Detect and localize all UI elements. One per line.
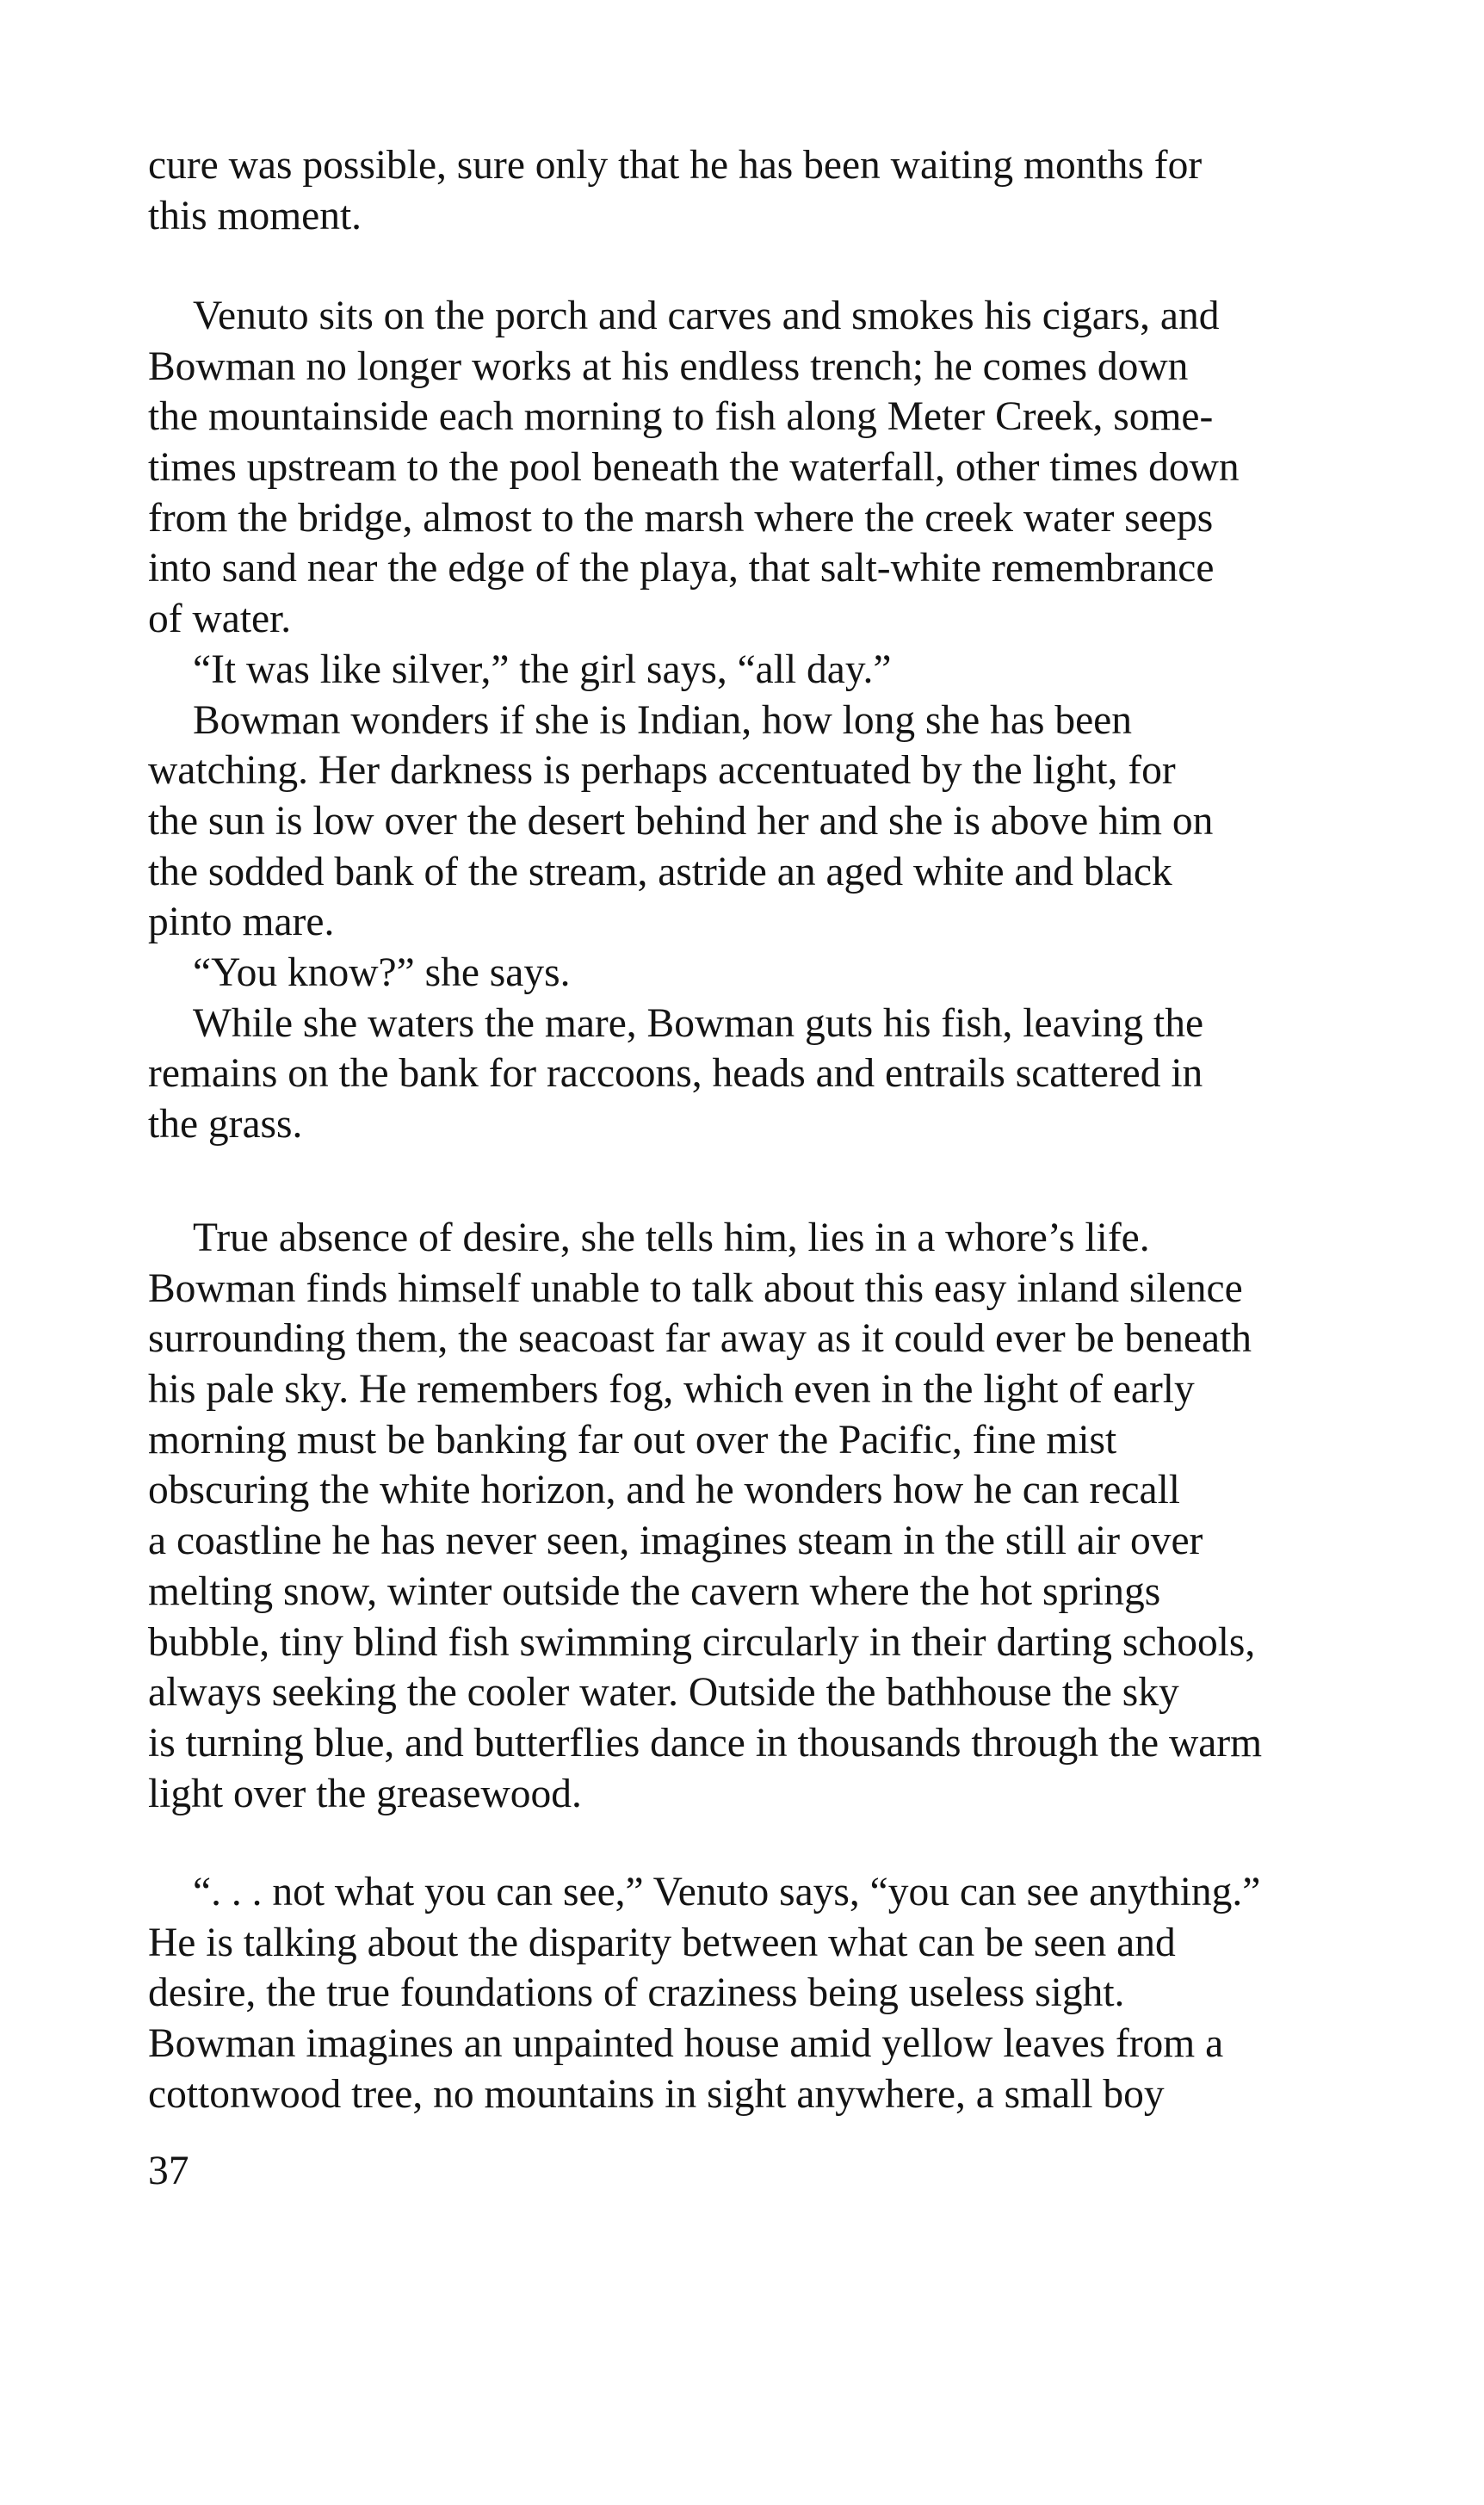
text-line: bubble, tiny blind fish swimming circularly in their darting schools, (148, 1619, 1256, 1665)
text-line: the mountainside each morning to fish along Meter Creek, some- (148, 394, 1214, 440)
text-line: pinto mare. (148, 900, 335, 945)
paragraph-block-1 (148, 140, 1349, 241)
text-line: Bowman finds himself unable to talk about this easy inland silence (148, 1265, 1243, 1311)
text-line: morning must be banking far out over the Pacific, fine mist (148, 1417, 1117, 1463)
text-line: cure was possible, sure only that he has been waiting months for (148, 143, 1203, 188)
text-line: “It was like silver,” the girl says, “all day.” (193, 646, 892, 692)
text-line: surrounding them, the seacoast far away as it could ever be beneath (148, 1316, 1252, 1362)
text-line: melting snow, winter outside the cavern where the hot springs (148, 1568, 1161, 1614)
text-line: a coastline he has never seen, imagines steam in the still air over (148, 1518, 1203, 1564)
text-line: “You know?” she says. (193, 949, 571, 995)
text-line: times upstream to the pool beneath the waterfall, other times down (148, 445, 1240, 491)
text-line: True absence of desire, she tells him, lies in a whore’s life. (193, 1215, 1150, 1260)
text-line: obscuring the white horizon, and he wonders how he can recall (148, 1468, 1180, 1513)
text-line: cottonwood tree, no mountains in sight anywhere, a small boy (148, 2071, 1165, 2117)
page-number: 37 (148, 2149, 189, 2193)
text-line: is turning blue, and butterflies dance in thousands through the warm (148, 1720, 1263, 1766)
text-line: Bowman imagines an unpainted house amid yellow leaves from a (148, 2021, 1224, 2067)
text-line: While she waters the mare, Bowman guts his fish, leaving the (193, 1000, 1204, 1046)
text-line: desire, the true foundations of craziness being useless sight. (148, 1970, 1125, 2016)
text-line: into sand near the edge of the playa, that salt-white remembrance (148, 546, 1215, 591)
text-line: from the bridge, almost to the marsh where the creek water seeps (148, 495, 1214, 541)
text-line: “. . . not what you can see,” Venuto says, “you can see anything.” (193, 1870, 1261, 1914)
paragraph-block-2 (148, 291, 1349, 1150)
text-line: Bowman wonders if she is Indian, how long she has been (193, 697, 1132, 743)
text-line: this moment. (148, 193, 362, 238)
text-line: the sodded bank of the stream, astride an aged white and black (148, 849, 1172, 894)
text-line: always seeking the cooler water. Outside the bathhouse the sky (148, 1670, 1179, 1716)
paragraph-block-3 (148, 1213, 1349, 1819)
text-line: Venuto sits on the porch and carves and smokes his cigars, and (193, 294, 1220, 338)
text-line: He is talking about the disparity between what can be seen and (148, 1920, 1176, 1965)
text-line: light over the greasewood. (148, 1771, 582, 1816)
text-line: remains on the bank for raccoons, heads and entrails scattered in (148, 1051, 1203, 1097)
text-line: his pale sky. He remembers fog, which even in the light of early (148, 1367, 1195, 1413)
text-line: the sun is low over the desert behind her and she is above him on (148, 798, 1214, 844)
paragraph-block-4 (148, 1867, 1349, 2119)
text-line: Bowman no longer works at his endless trench; he comes down (148, 343, 1189, 389)
text-line: of water. (148, 597, 292, 642)
text-line: watching. Her darkness is perhaps accentuated by the light, for (148, 748, 1176, 794)
text-line: the grass. (148, 1102, 303, 1147)
